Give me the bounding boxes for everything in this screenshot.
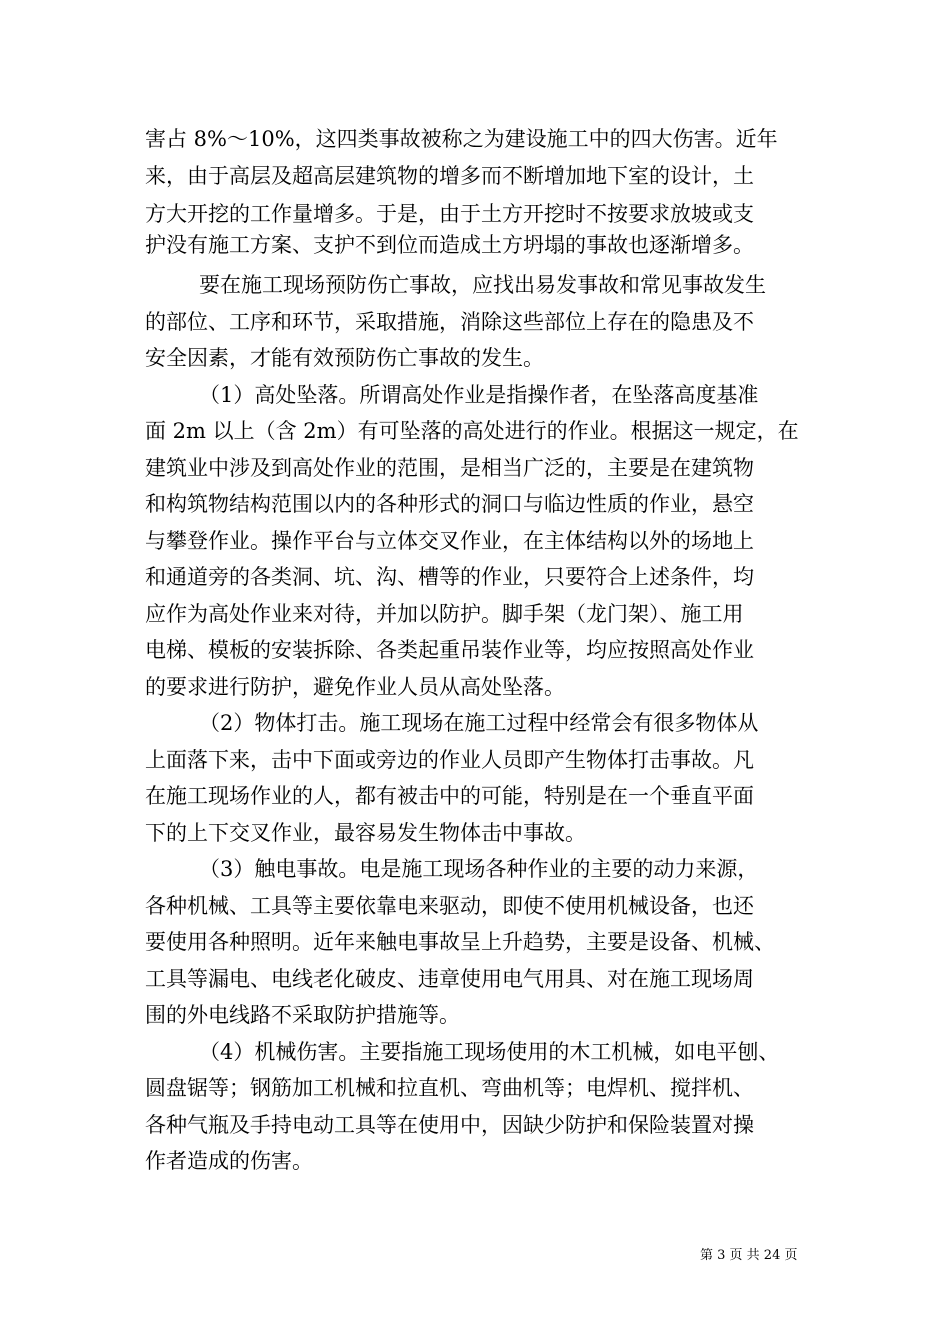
text-line: 面 2m 以上（含 2m）有可坠落的高处进行的作业。根据这一规定，在 bbox=[145, 419, 799, 443]
text-line: 下的上下交叉作业，最容易发生物体击中事故。 bbox=[145, 821, 586, 845]
text-line: 各种机械、工具等主要依靠电来驱动，即使不使用机械设备，也还 bbox=[145, 894, 754, 918]
text-line: 来，由于高层及超高层建筑物的增多而不断增加地下室的设计，土 bbox=[145, 164, 754, 188]
text-line: 电梯、模板的安装拆除、各类起重吊装作业等，均应按照高处作业 bbox=[145, 638, 754, 662]
text-line: 圆盘锯等；钢筋加工机械和拉直机、弯曲机等；电焊机、搅拌机、 bbox=[145, 1076, 754, 1100]
text-line: 应作为高处作业来对待，并加以防护。脚手架（龙门架）、施工用 bbox=[145, 602, 744, 626]
text-line: 和构筑物结构范围以内的各种形式的洞口与临边性质的作业，悬空 bbox=[145, 492, 754, 516]
text-line: 在施工现场作业的人，都有被击中的可能，特别是在一个垂直平面 bbox=[145, 784, 754, 808]
text-line: 要使用各种照明。近年来触电事故呈上升趋势，主要是设备、机械、 bbox=[145, 930, 775, 954]
paragraph-start-line: （1）高处坠落。所谓高处作业是指操作者，在坠落高度基准 bbox=[199, 383, 759, 407]
text-line: 方大开挖的工作量增多。于是，由于土方开挖时不按要求放坡或支 bbox=[145, 202, 754, 226]
text-line: 各种气瓶及手持电动工具等在使用中，因缺少防护和保险装置对操 bbox=[145, 1113, 754, 1137]
text-line: 建筑业中涉及到高处作业的范围，是相当广泛的，主要是在建筑物 bbox=[145, 456, 754, 480]
paragraph-start-line: （4）机械伤害。主要指施工现场使用的木工机械，如电平刨、 bbox=[199, 1040, 780, 1064]
paragraph-start-line: 要在施工现场预防伤亡事故，应找出易发事故和常见事故发生 bbox=[199, 273, 766, 297]
text-line: 的部位、工序和环节，采取措施，消除这些部位上存在的隐患及不 bbox=[145, 310, 754, 334]
paragraph-start-line: （3）触电事故。电是施工现场各种作业的主要的动力来源， bbox=[199, 857, 759, 881]
text-line: 与攀登作业。操作平台与立体交叉作业，在主体结构以外的场地上 bbox=[145, 529, 754, 553]
page-number-footer: 第 3 页 共 24 页 bbox=[700, 1248, 798, 1263]
text-line: 作者造成的伤害。 bbox=[145, 1149, 313, 1173]
text-line: 害占 8%～10%，这四类事故被称之为建设施工中的四大伤害。近年 bbox=[145, 127, 778, 151]
text-line: 工具等漏电、电线老化破皮、违章使用电气用具、对在施工现场周 bbox=[145, 967, 754, 991]
text-line: 的要求进行防护，避免作业人员从高处坠落。 bbox=[145, 675, 565, 699]
paragraph-start-line: （2）物体打击。施工现场在施工过程中经常会有很多物体从 bbox=[199, 711, 759, 735]
text-line: 护没有施工方案、支护不到位而造成土方坍塌的事故也逐渐增多。 bbox=[145, 233, 754, 257]
text-line: 围的外电线路不采取防护措施等。 bbox=[145, 1003, 460, 1027]
text-line: 安全因素，才能有效预防伤亡事故的发生。 bbox=[145, 346, 544, 370]
text-line: 和通道旁的各类洞、坑、沟、槽等的作业，只要符合上述条件，均 bbox=[145, 565, 754, 589]
text-line: 上面落下来，击中下面或旁边的作业人员即产生物体打击事故。凡 bbox=[145, 748, 754, 772]
